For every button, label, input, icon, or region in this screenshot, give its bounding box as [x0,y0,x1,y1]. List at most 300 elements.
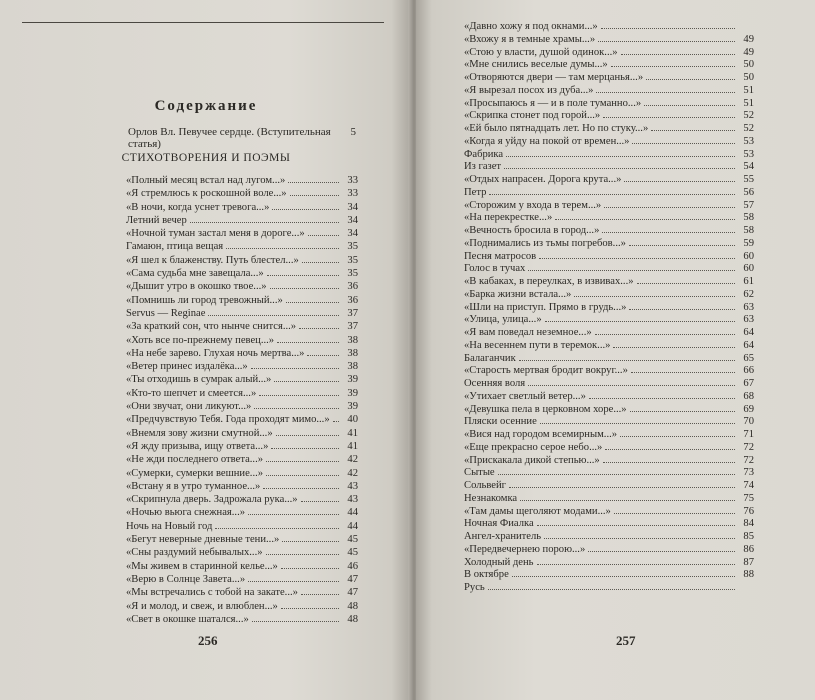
toc-entry-title: Сытые [464,467,495,479]
toc-entry-title: «Стою у власти, душой одинок...» [464,46,618,58]
toc-entry [464,466,754,479]
toc-entry-page: 58 [743,212,754,224]
dot-leader [519,352,735,361]
toc-entry-title: Петр [464,186,487,198]
toc-entry-title: «Когда я уйду на покой от времен...» [464,135,630,147]
toc-entry-title: «На перекрестке...» [464,212,553,224]
toc-entry [126,307,358,320]
toc-entry-page: 60 [743,250,754,262]
toc-entry [126,174,358,187]
dot-leader [272,201,339,210]
intro-entry [128,126,356,150]
toc-entry-title: «Хоть все по-прежнему певец...» [126,334,275,346]
toc-entry-title: «Еще прекрасно серое небо...» [464,441,603,453]
dot-leader [528,377,735,386]
toc-entry [464,237,754,250]
dot-leader [266,467,339,476]
dot-leader [603,454,735,463]
toc-entry-title: «Ты отходишь в сумрак алый...» [126,374,272,386]
toc-entry-page: 35 [347,241,358,253]
toc-entry-title: «На весеннем пути в теремок...» [464,339,611,351]
toc-entry-page: 60 [743,263,754,275]
toc-entry [464,390,754,403]
dot-leader [259,387,339,396]
toc-entry-title: Ночь на Новый год [126,520,213,532]
dot-leader [631,364,735,373]
toc-entry-page: 63 [743,314,754,326]
toc-entry-title: «Сама судьба мне завещала...» [126,268,264,280]
dot-leader [506,148,735,157]
toc-entry-title: «Дышит утро в окошко твое...» [126,281,267,293]
toc-entry [464,84,754,97]
toc-entry [126,506,358,519]
toc-entry-title: «Полный месяц встал над лугом...» [126,175,286,186]
toc-entry-page: 49 [743,33,754,45]
toc-entry-page: 71 [743,429,754,440]
toc-entry [464,186,754,199]
toc-entry-title: «Прискакала дикой степью...» [464,454,600,466]
toc-entry [464,352,754,365]
dot-leader [266,546,339,555]
dot-leader [520,492,735,501]
toc-entry-page: 49 [743,46,754,58]
toc-entry [464,109,754,122]
dot-leader [605,441,735,450]
toc-entry-title: «Они звучат, они ликуют...» [126,401,252,413]
toc-entry [464,122,754,135]
toc-entry-title: «Передвечернею порою...» [464,543,586,555]
toc-entry [126,533,358,546]
toc-entry [126,347,358,360]
toc-entry-page: 76 [743,505,754,517]
toc-entry-page: 39 [347,374,358,386]
dot-leader [248,506,339,515]
toc-entry-title: «Помнишь ли город тревожный...» [126,294,283,306]
toc-entry-title: Холодный день [464,556,534,568]
toc-entry-title: «Я жду призыва, ищу ответа...» [126,440,269,452]
toc-entry [126,600,358,613]
toc-entry [464,313,754,326]
toc-entry-page: 65 [743,352,754,364]
toc-entry [464,262,754,275]
toc-entry-page: 47 [347,587,358,599]
dot-leader [613,339,735,348]
toc-entry-page: 48 [347,600,358,612]
toc-entry-page: 85 [743,531,754,542]
toc-entry-title: «Шли на приступ. Прямо в грудь...» [464,301,627,313]
toc-entry [126,573,358,586]
toc-entry-title: «В ночи, когда уснет тревога...» [126,201,270,213]
dot-leader [254,400,339,409]
toc-entry [464,428,754,441]
toc-entry-title: «Я шел к блаженству. Путь блестел...» [126,254,299,266]
toc-entry [126,560,358,573]
toc-entry-title: Ангел-хранитель [464,531,542,542]
dot-leader [271,440,339,449]
toc-entry-title: «Сны раздумий небывалых...» [126,547,263,559]
dot-leader [276,427,339,436]
toc-entry [464,71,754,84]
toc-entry [464,339,754,352]
toc-entry [126,254,358,267]
toc-entry-page: 53 [743,135,754,147]
toc-entry-title: «Ночью вьюга снежная...» [126,507,246,519]
toc-entry-page: 34 [347,228,358,240]
dot-leader [509,479,735,488]
dot-leader [604,199,735,208]
dot-leader [498,466,735,475]
toc-entry-page: 33 [347,188,358,200]
toc-entry-page: 51 [743,97,754,109]
toc-entry-page: 36 [347,281,358,293]
toc-entry-page: 59 [743,237,754,249]
toc-entry-page: 68 [743,390,754,402]
dot-leader [301,586,339,595]
toc-entry-title: «Я вырезал посох из дуба...» [464,84,594,96]
toc-entry-title: «Вхожу я в темные храмы...» [464,33,596,45]
toc-entry-title: «Бегут неверные дневные тени...» [126,534,280,546]
page-number-right: 257 [616,633,636,648]
dot-leader [601,20,735,29]
toc-entry [464,377,754,390]
toc-entry [464,250,754,263]
section-title: СТИХОТВОРЕНИЯ И ПОЭМЫ [121,152,291,164]
toc-entry-page: 67 [743,378,754,389]
toc-entry-title: Из газет [464,161,502,173]
toc-entry [464,530,754,543]
toc-entry [126,201,358,214]
toc-entry-title: «Не жди последнего ответа...» [126,454,264,466]
toc-entry-title: Гамаюн, птица вещая [126,241,224,253]
toc-entry-title: «Я и молод, и свеж, и влюблен...» [126,600,278,612]
dot-leader [308,227,339,236]
toc-entry [464,556,754,569]
contents-heading: Содержание [154,98,258,114]
toc-entry [464,288,754,301]
toc-entry-title: Летний вечер [126,214,187,226]
toc-entry-title: «Ночной туман застал меня в дороге...» [126,228,305,240]
toc-entry-title: «Предчувствую Тебя. Года проходят мимо...» [126,414,330,426]
toc-entry-page: 64 [743,327,754,338]
dot-leader [545,313,735,322]
dot-leader [333,413,339,422]
toc-entry-title: «Давно хожу я под окнами...» [464,21,598,32]
dot-leader [574,288,735,297]
toc-entry-title: «Ей было пятнадцать лет. Но по стуку...» [464,123,649,134]
dot-leader [274,373,339,382]
toc-entry-page: 84 [743,518,754,530]
toc-entry-title: Ночная Фиалка [464,518,534,530]
toc-entry-page: 86 [743,543,754,555]
toc-entry [464,479,754,492]
dot-leader [302,254,339,263]
toc-entry-title: Голос в тучах [464,263,526,275]
toc-entry-page: 41 [347,427,358,439]
dot-leader [629,301,735,310]
toc-entry-page: 61 [743,276,754,287]
dot-leader [544,530,735,539]
toc-entry [126,294,358,307]
toc-entry-page: 39 [347,401,358,413]
dot-leader [301,493,339,502]
toc-entry [126,440,358,453]
dot-leader [288,174,339,183]
toc-entry [126,360,358,373]
toc-entry-page: 38 [347,334,358,346]
dot-leader [603,109,735,118]
toc-entry-title: «Девушка пела в церковном хоре...» [464,403,627,415]
dot-leader [282,533,339,542]
dot-leader [281,560,339,569]
toc-entry-page: 75 [743,492,754,504]
toc-entry [464,492,754,505]
toc-entry [464,199,754,212]
toc-entry-title: «Отдых напрасен. Дорога крута...» [464,174,622,185]
dot-leader [644,97,735,106]
toc-entry-title: «Там дамы щеголяют модами...» [464,505,611,517]
toc-entry-title: «В кабаках, в переулках, в извивах...» [464,276,634,287]
toc-entry [464,97,754,110]
dot-leader [537,517,735,526]
toc-entry [464,581,754,594]
dot-leader [281,600,339,609]
dot-leader [539,250,735,259]
dot-leader [598,33,735,42]
toc-entry-page: 39 [347,387,358,399]
toc-entry-title: «Свет в окошке шатался...» [126,613,249,625]
toc-entry [464,415,754,428]
toc-entry-title: «Скрипнула дверь. Задрожала рука...» [126,494,298,506]
toc-entry-title: «Мы живем в старинной келье...» [126,560,278,572]
toc-entry-page: 34 [347,214,358,226]
toc-entry-title: «На небе зарево. Глухая ночь мертва...» [126,347,305,359]
dot-leader [251,360,339,369]
dot-leader [190,214,339,223]
dot-leader [504,160,735,169]
toc-entry-title: Песня матросов [464,250,537,262]
toc-entry [126,467,358,480]
toc-entry [126,613,358,626]
toc-entry [126,373,358,386]
toc-entry-page: 43 [347,480,358,492]
toc-entry-title: Балаганчик [464,352,516,364]
dot-leader [263,480,339,489]
toc-entry-page: 50 [743,72,754,83]
toc-entry [464,441,754,454]
toc-entry [464,33,754,46]
toc-entry-page: 36 [347,294,358,306]
toc-entry-title: Фабрика [464,148,504,160]
toc-entry-page: 42 [347,454,358,466]
toc-entry-title: «Вися над городом всемирным...» [464,429,618,440]
toc-entry [126,453,358,466]
dot-leader [290,187,339,196]
toc-entry [464,326,754,339]
intro-page: 5 [350,126,356,138]
toc-entry [126,214,358,227]
dot-leader [270,280,339,289]
toc-entry [126,387,358,400]
toc-entry [464,403,754,416]
toc-entry-title: Сольвейг [464,480,506,491]
toc-entry-page: 38 [347,361,358,373]
toc-entry-title: «Барка жизни встала...» [464,288,572,300]
toc-entry-title: «Улица, улица...» [464,314,542,326]
toc-entry-page: 37 [347,307,358,319]
toc-entry-title: «Мне снились веселые думы...» [464,59,608,71]
dot-leader [624,173,735,182]
toc-entry-page: 69 [743,403,754,415]
dot-leader [629,237,735,246]
toc-entry [126,400,358,413]
dot-leader [646,71,735,80]
dot-leader [596,84,735,93]
toc-entry-page: 63 [743,301,754,313]
toc-entry-page: 41 [347,440,358,452]
toc-entry-page: 51 [743,84,754,96]
toc-entry [464,211,754,224]
toc-entry-page: 70 [743,416,754,428]
toc-entry-page: 54 [743,161,754,173]
toc-entry-page: 58 [743,225,754,236]
toc-entry-title: «Утихает светлый ветер...» [464,390,586,402]
dot-leader [512,568,735,577]
toc-entry [126,240,358,253]
toc-entry [126,413,358,426]
toc-entry [464,454,754,467]
toc-entry-title: «Верю в Солнце Завета...» [126,573,246,585]
toc-entry-title: «Старость мертвая бродит вокруг...» [464,365,628,377]
toc-entry [464,135,754,148]
dot-leader [528,262,735,271]
dot-leader [307,347,339,356]
toc-entry [126,586,358,599]
toc-entry-page: 35 [347,254,358,266]
toc-entry-page: 45 [347,547,358,559]
toc-entry-page: 55 [743,174,754,185]
toc-entry-title: «Просыпаюсь я — и в поле туманно...» [464,97,642,109]
toc-entry-page: 88 [743,569,754,581]
toc-entry-title: «Отворяются двери — там мерцанья...» [464,72,644,83]
toc-entry-page: 43 [347,494,358,506]
toc-entry-page: 53 [743,148,754,160]
toc-entry-page: 73 [743,467,754,479]
toc-entry [126,493,358,506]
toc-entry-title: «Ветер принес издалёка...» [126,361,248,373]
dot-leader [555,211,735,220]
toc-entry-title: «Сумерки, сумерки вешние...» [126,467,264,479]
right-toc-list [464,20,754,594]
dot-leader [537,556,735,565]
toc-entry-page: 38 [347,347,358,359]
toc-entry-page: 34 [347,201,358,213]
toc-entry [464,58,754,71]
left-toc-list [126,174,358,626]
toc-entry-page: 62 [743,288,754,300]
dot-leader [226,240,339,249]
toc-entry-title: «Внемля зову жизни смутной...» [126,427,273,439]
toc-entry [464,301,754,314]
dot-leader [630,403,735,412]
dot-leader [614,505,735,514]
toc-entry-page: 52 [743,123,754,134]
toc-entry [126,187,358,200]
toc-entry-page: 74 [743,480,754,491]
toc-entry-title: «Поднимались из тьмы погребов...» [464,237,626,249]
toc-entry [126,427,358,440]
toc-entry [464,275,754,288]
toc-entry-title: «Мы встречались с тобой на закате...» [126,587,298,599]
dot-leader [266,453,339,462]
toc-entry-page: 33 [347,175,358,186]
dot-leader [277,334,339,343]
toc-entry [464,568,754,581]
toc-entry [126,546,358,559]
toc-entry-page: 72 [743,454,754,466]
toc-entry-page: 56 [743,186,754,198]
toc-entry-title: В октябре [464,569,509,581]
dot-leader [215,520,339,529]
dot-leader [620,428,735,437]
toc-entry-page: 44 [347,520,358,532]
toc-entry-page: 42 [347,467,358,479]
dot-leader [588,543,735,552]
toc-entry-title: Осенняя воля [464,378,526,389]
toc-entry-title: «Кто-то шепчет и смеется...» [126,387,257,399]
toc-entry [464,148,754,161]
dot-leader [286,294,339,303]
toc-entry-page: 72 [743,441,754,453]
toc-entry [464,505,754,518]
dot-leader [267,267,339,276]
dot-leader [602,224,735,233]
page-number-left: 256 [198,633,218,648]
dot-leader [488,581,735,590]
toc-entry-page: 87 [743,556,754,568]
top-rule [22,22,384,23]
toc-entry [464,173,754,186]
toc-entry [126,227,358,240]
toc-entry [126,267,358,280]
dot-leader [621,46,735,55]
dot-leader [252,613,339,622]
toc-entry-page: 64 [743,339,754,351]
toc-entry [464,160,754,173]
toc-entry-page: 50 [743,59,754,71]
toc-entry-title: Незнакомка [464,492,518,504]
toc-entry-page: 44 [347,507,358,519]
toc-entry [126,334,358,347]
toc-entry-title: Русь [464,582,485,593]
toc-entry-page: 45 [347,534,358,546]
toc-entry-page: 37 [347,321,358,333]
toc-entry [126,520,358,533]
toc-entry-title: Пляски осенние [464,416,537,428]
toc-entry [464,543,754,556]
toc-entry-title: «Сторожим у входа в терем...» [464,199,602,211]
dot-leader [540,415,735,424]
dot-leader [489,186,735,195]
toc-entry-page: 48 [347,613,358,625]
intro-title: Орлов Вл. Певучее сердце. (Вступительная статья) [128,126,331,150]
toc-entry-title: «Встану я в утро туманное...» [126,480,261,492]
toc-entry [126,280,358,293]
toc-entry-page: 52 [743,110,754,122]
toc-entry-title: «Я вам поведал неземное...» [464,327,592,338]
toc-entry-page: 40 [347,414,358,426]
dot-leader [248,573,339,582]
toc-entry-page: 35 [347,268,358,280]
